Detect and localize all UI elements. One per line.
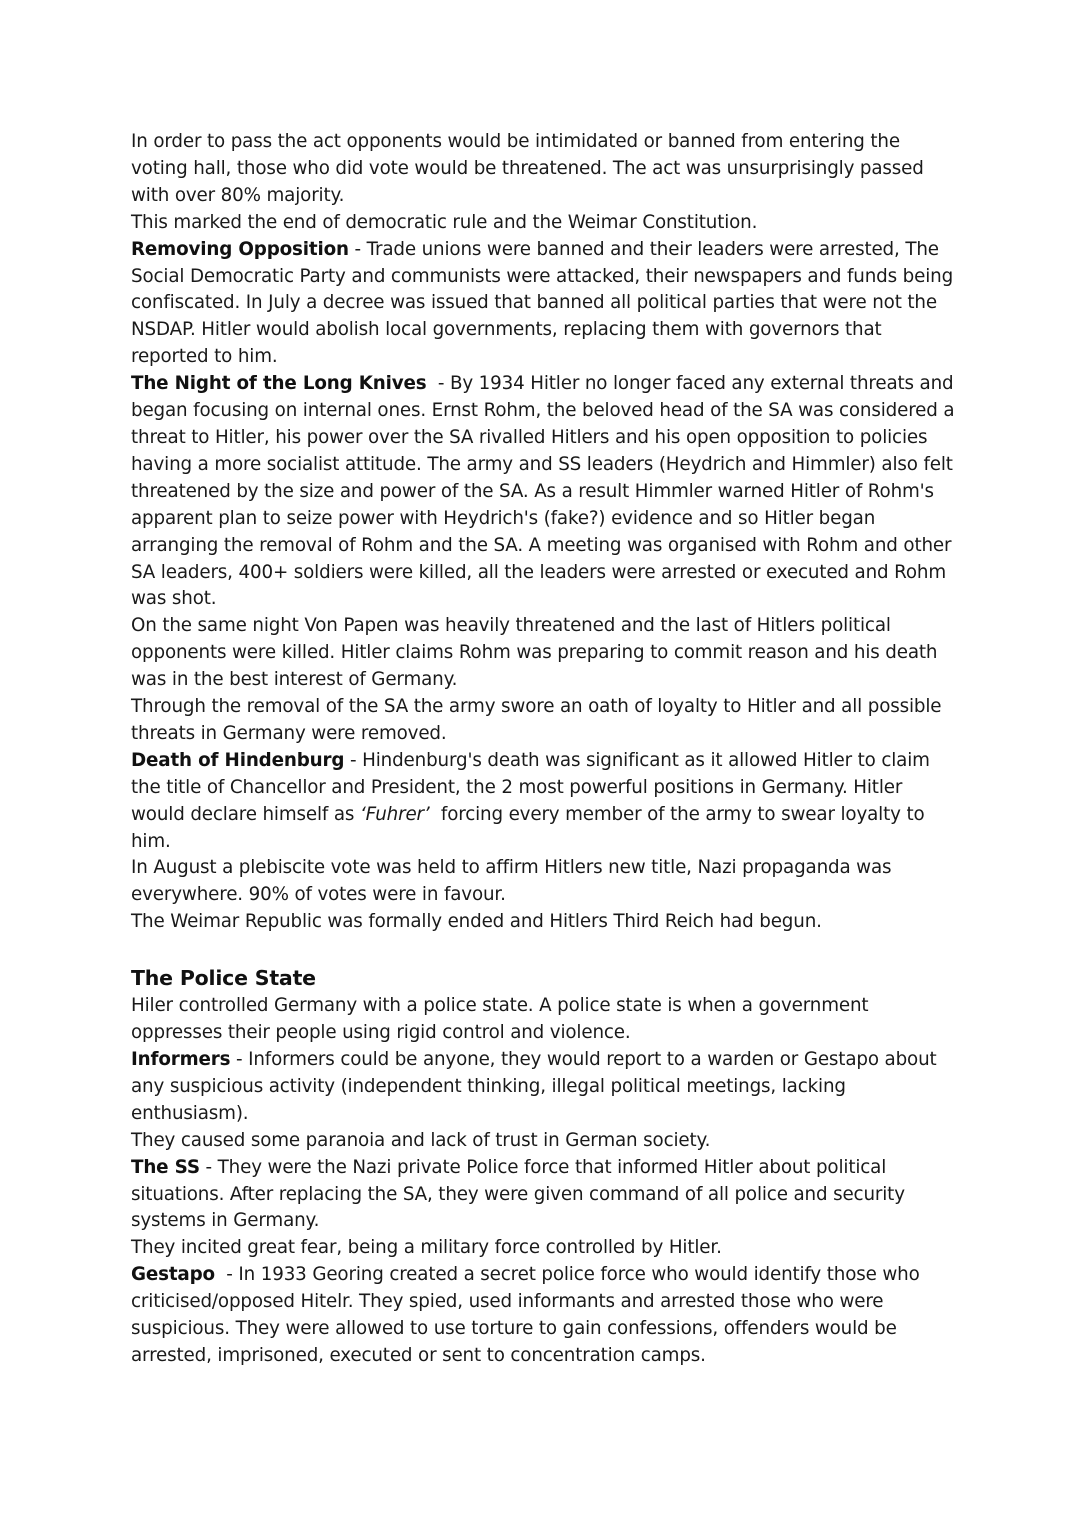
text-informers: - Informers could be anyone, they would report to a warden or Gestapo about any suspicious activity (independent thinking, illegal political meetings, lacking enthusiasm). bbox=[131, 1049, 937, 1124]
text-hindenburg-after: forcing every member of the army to swear loyalty to him. bbox=[131, 803, 931, 852]
paragraph-death-of-hindenburg bbox=[131, 748, 961, 856]
term-death-of-hindenburg: Death of Hindenburg bbox=[131, 749, 345, 771]
paragraph-ss bbox=[131, 1155, 961, 1236]
paragraph-informers bbox=[131, 1047, 961, 1128]
paragraph-gestapo bbox=[131, 1262, 961, 1370]
term-ss: The SS bbox=[131, 1156, 200, 1178]
section-spacer bbox=[131, 936, 961, 963]
text-ss: - They were the Nazi private Police force that informed Hitler about political situations. After replacing the SA, they were given command of all police and security systems in Germany. bbox=[131, 1156, 905, 1232]
paragraph-plebiscite: In August a plebiscite vote was held to affirm Hitlers new title, Nazi propaganda was everywhere. 90% of votes were in favour. bbox=[131, 857, 892, 906]
heading-police-state: The Police State bbox=[131, 966, 316, 991]
term-fuhrer: ‘Fuhrer’ bbox=[359, 803, 430, 825]
paragraph-removing-opposition bbox=[131, 237, 961, 372]
term-night-of-long-knives: The Night of the Long Knives bbox=[131, 373, 427, 395]
paragraph-von-papen: On the same night Von Papen was heavily threatened and the last of Hitlers political opponents were killed. Hitler claims Rohm was preparing to commit reason and his death was in the best interest of Germany. bbox=[131, 615, 938, 691]
paragraph-police-state-intro: Hiler controlled Germany with a police state. A police state is when a government oppresses their people using rigid control and violence. bbox=[131, 995, 869, 1044]
text-gestapo: - In 1933 Georing created a secret police force who would identify those who criticised/opposed Hitelr. They spied, used informants and arrested those who were suspicious. They were allowed to use torture to gain confessions, offenders would be arrested, imprisoned, executed or sent to concentration camps. bbox=[131, 1264, 926, 1366]
term-removing-opposition: Removing Opposition bbox=[131, 238, 349, 260]
paragraph-end-of-democracy: This marked the end of democratic rule and the Weimar Constitution. bbox=[131, 211, 758, 233]
text-hindenburg-before: - Hindenburg's death was significant as it allowed Hitler to claim the title of Chancellor and President, the 2 most powerful positions in Germany. Hitler would declare himself as bbox=[131, 749, 936, 825]
paragraph-night-of-long-knives bbox=[131, 371, 961, 613]
paragraph-ss-effect: They incited great fear, being a military force controlled by Hitler. bbox=[131, 1237, 722, 1259]
document-page bbox=[131, 129, 961, 1370]
paragraph-informers-effect: They caused some paranoia and lack of trust in German society. bbox=[131, 1129, 711, 1151]
term-gestapo: Gestapo bbox=[131, 1264, 215, 1286]
text-night-of-long-knives: - By 1934 Hitler no longer faced any external threats and began focusing on internal ones. Ernst Rohm, the beloved head of the SA was considered a threat to Hitler, his power over the SA rivalled Hitlers and his open opposition to policies having a more socialist attitude. The army and SS leaders (Heydrich and Himmler) also felt threatened by the size and power of the SA. As a result Himmler warned Hitler of Rohm's apparent plan to seize power with Heydrich's (fake?) evidence and so Hitler began arranging the removal of Rohm and the SA. A meeting was organised with Rohm and other SA leaders, 400+ soldiers were killed, all the leaders were arrested or executed and Rohm was shot. bbox=[131, 373, 961, 610]
paragraph-third-reich: The Weimar Republic was formally ended and Hitlers Third Reich had begun. bbox=[131, 911, 822, 933]
paragraph-army-oath: Through the removal of the SA the army swore an oath of loyalty to Hitler and all possible threats in Germany were removed. bbox=[131, 696, 942, 744]
text-removing-opposition: - Trade unions were banned and their leaders were arrested, The Social Democratic Party and communists were attacked, their newspapers and funds being confiscated. In July a decree was issued that banned all political parties that were not the NSDAP. Hitler would abolish local governments, replacing them with governors that reported to him. bbox=[131, 238, 954, 368]
term-informers: Informers bbox=[131, 1049, 231, 1070]
paragraph-enabling-act-vote: In order to pass the act opponents would be intimidated or banned from entering the voting hall, those who did vote would be threatened. The act was unsurprisingly passed with over 80% majority. bbox=[131, 131, 924, 206]
